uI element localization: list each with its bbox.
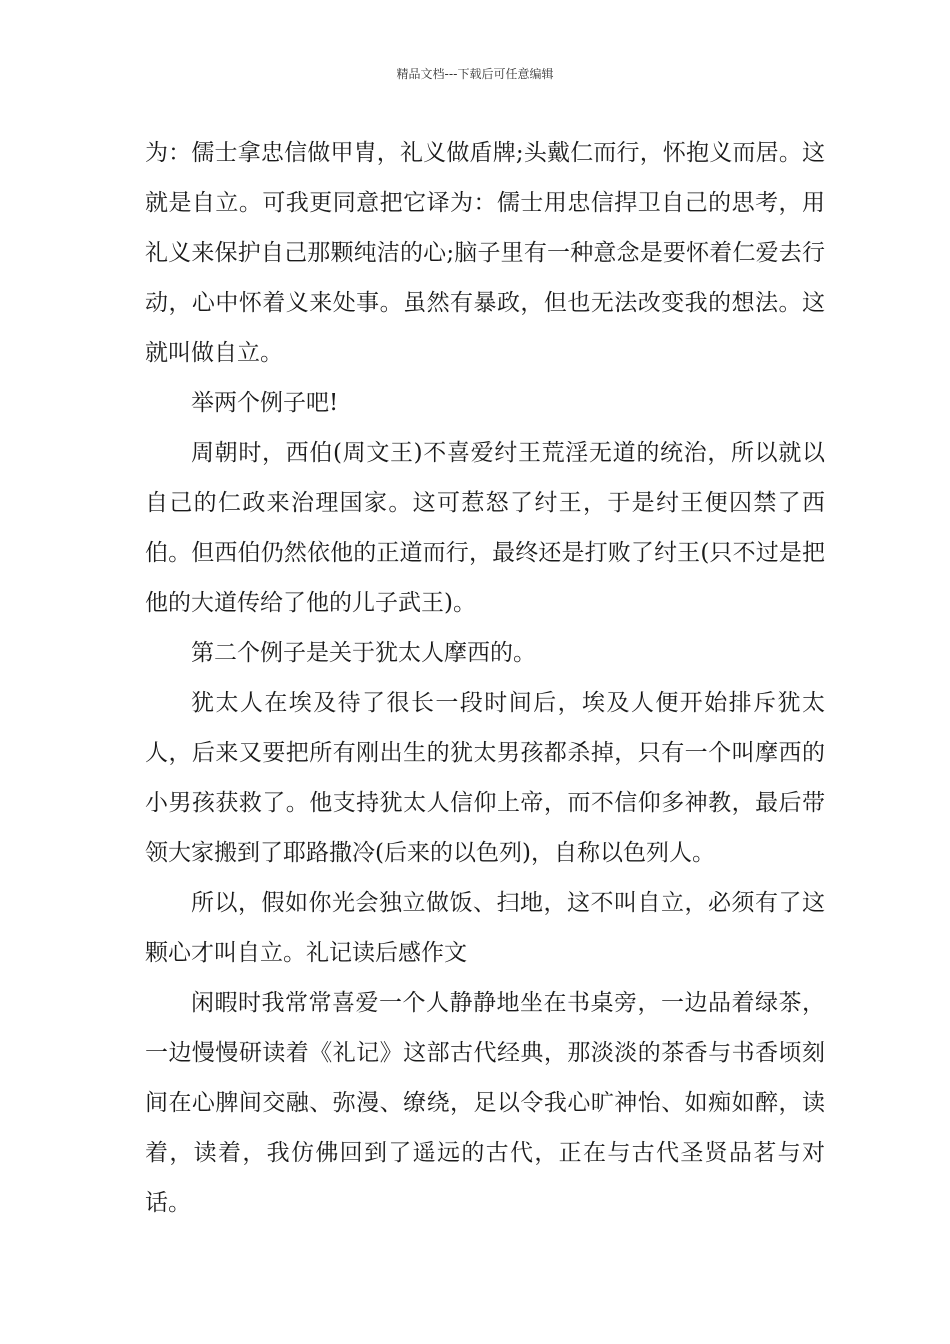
page-header: 精品文档---下载后可任意编辑 <box>396 67 554 81</box>
paragraph-6: 所以，假如你光会独立做饭、扫地，这不叫自立，必须有了这颗心才叫自立。礼记读后感作文 <box>145 890 825 966</box>
document-body <box>145 128 825 1228</box>
paragraph-1: 为：儒士拿忠信做甲胄，礼义做盾牌;头戴仁而行，怀抱义而居。这就是自立。可我更同意把它译为：儒士用忠信捍卫自己的思考，用礼义来保护自己那颗纯洁的心;脑子里有一种意念是要怀着仁爱去行动，心中怀着义来处事。虽然有暴政，但也无法改变我的想法。这就叫做自立。 <box>145 140 825 366</box>
paragraph-2: 举两个例子吧! <box>191 390 339 416</box>
paragraph-5: 犹太人在埃及待了很长一段时间后，埃及人便开始排斥犹太人，后来又要把所有刚出生的犹太男孩都杀掉，只有一个叫摩西的小男孩获救了。他支持犹太人信仰上帝，而不信仰多神教，最后带领大家搬到了耶路撒冷(后来的以色列)，自称以色列人。 <box>145 690 825 866</box>
paragraph-7: 闲暇时我常常喜爱一个人静静地坐在书桌旁，一边品着绿茶，一边慢慢研读着《礼记》这部古代经典，那淡淡的茶香与书香顷刻间在心脾间交融、弥漫、缭绕，足以令我心旷神怡、如痴如醉，读着，读着，我仿佛回到了遥远的古代，正在与古代圣贤品茗与对话。 <box>145 990 825 1216</box>
paragraph-4: 第二个例子是关于犹太人摩西的。 <box>191 640 536 666</box>
paragraph-3: 周朝时，西伯(周文王)不喜爱纣王荒淫无道的统治，所以就以自己的仁政来治理国家。这可惹怒了纣王，于是纣王便囚禁了西伯。但西伯仍然依他的正道而行，最终还是打败了纣王(只不过是把他的大道传给了他的儿子武王)。 <box>145 440 825 616</box>
